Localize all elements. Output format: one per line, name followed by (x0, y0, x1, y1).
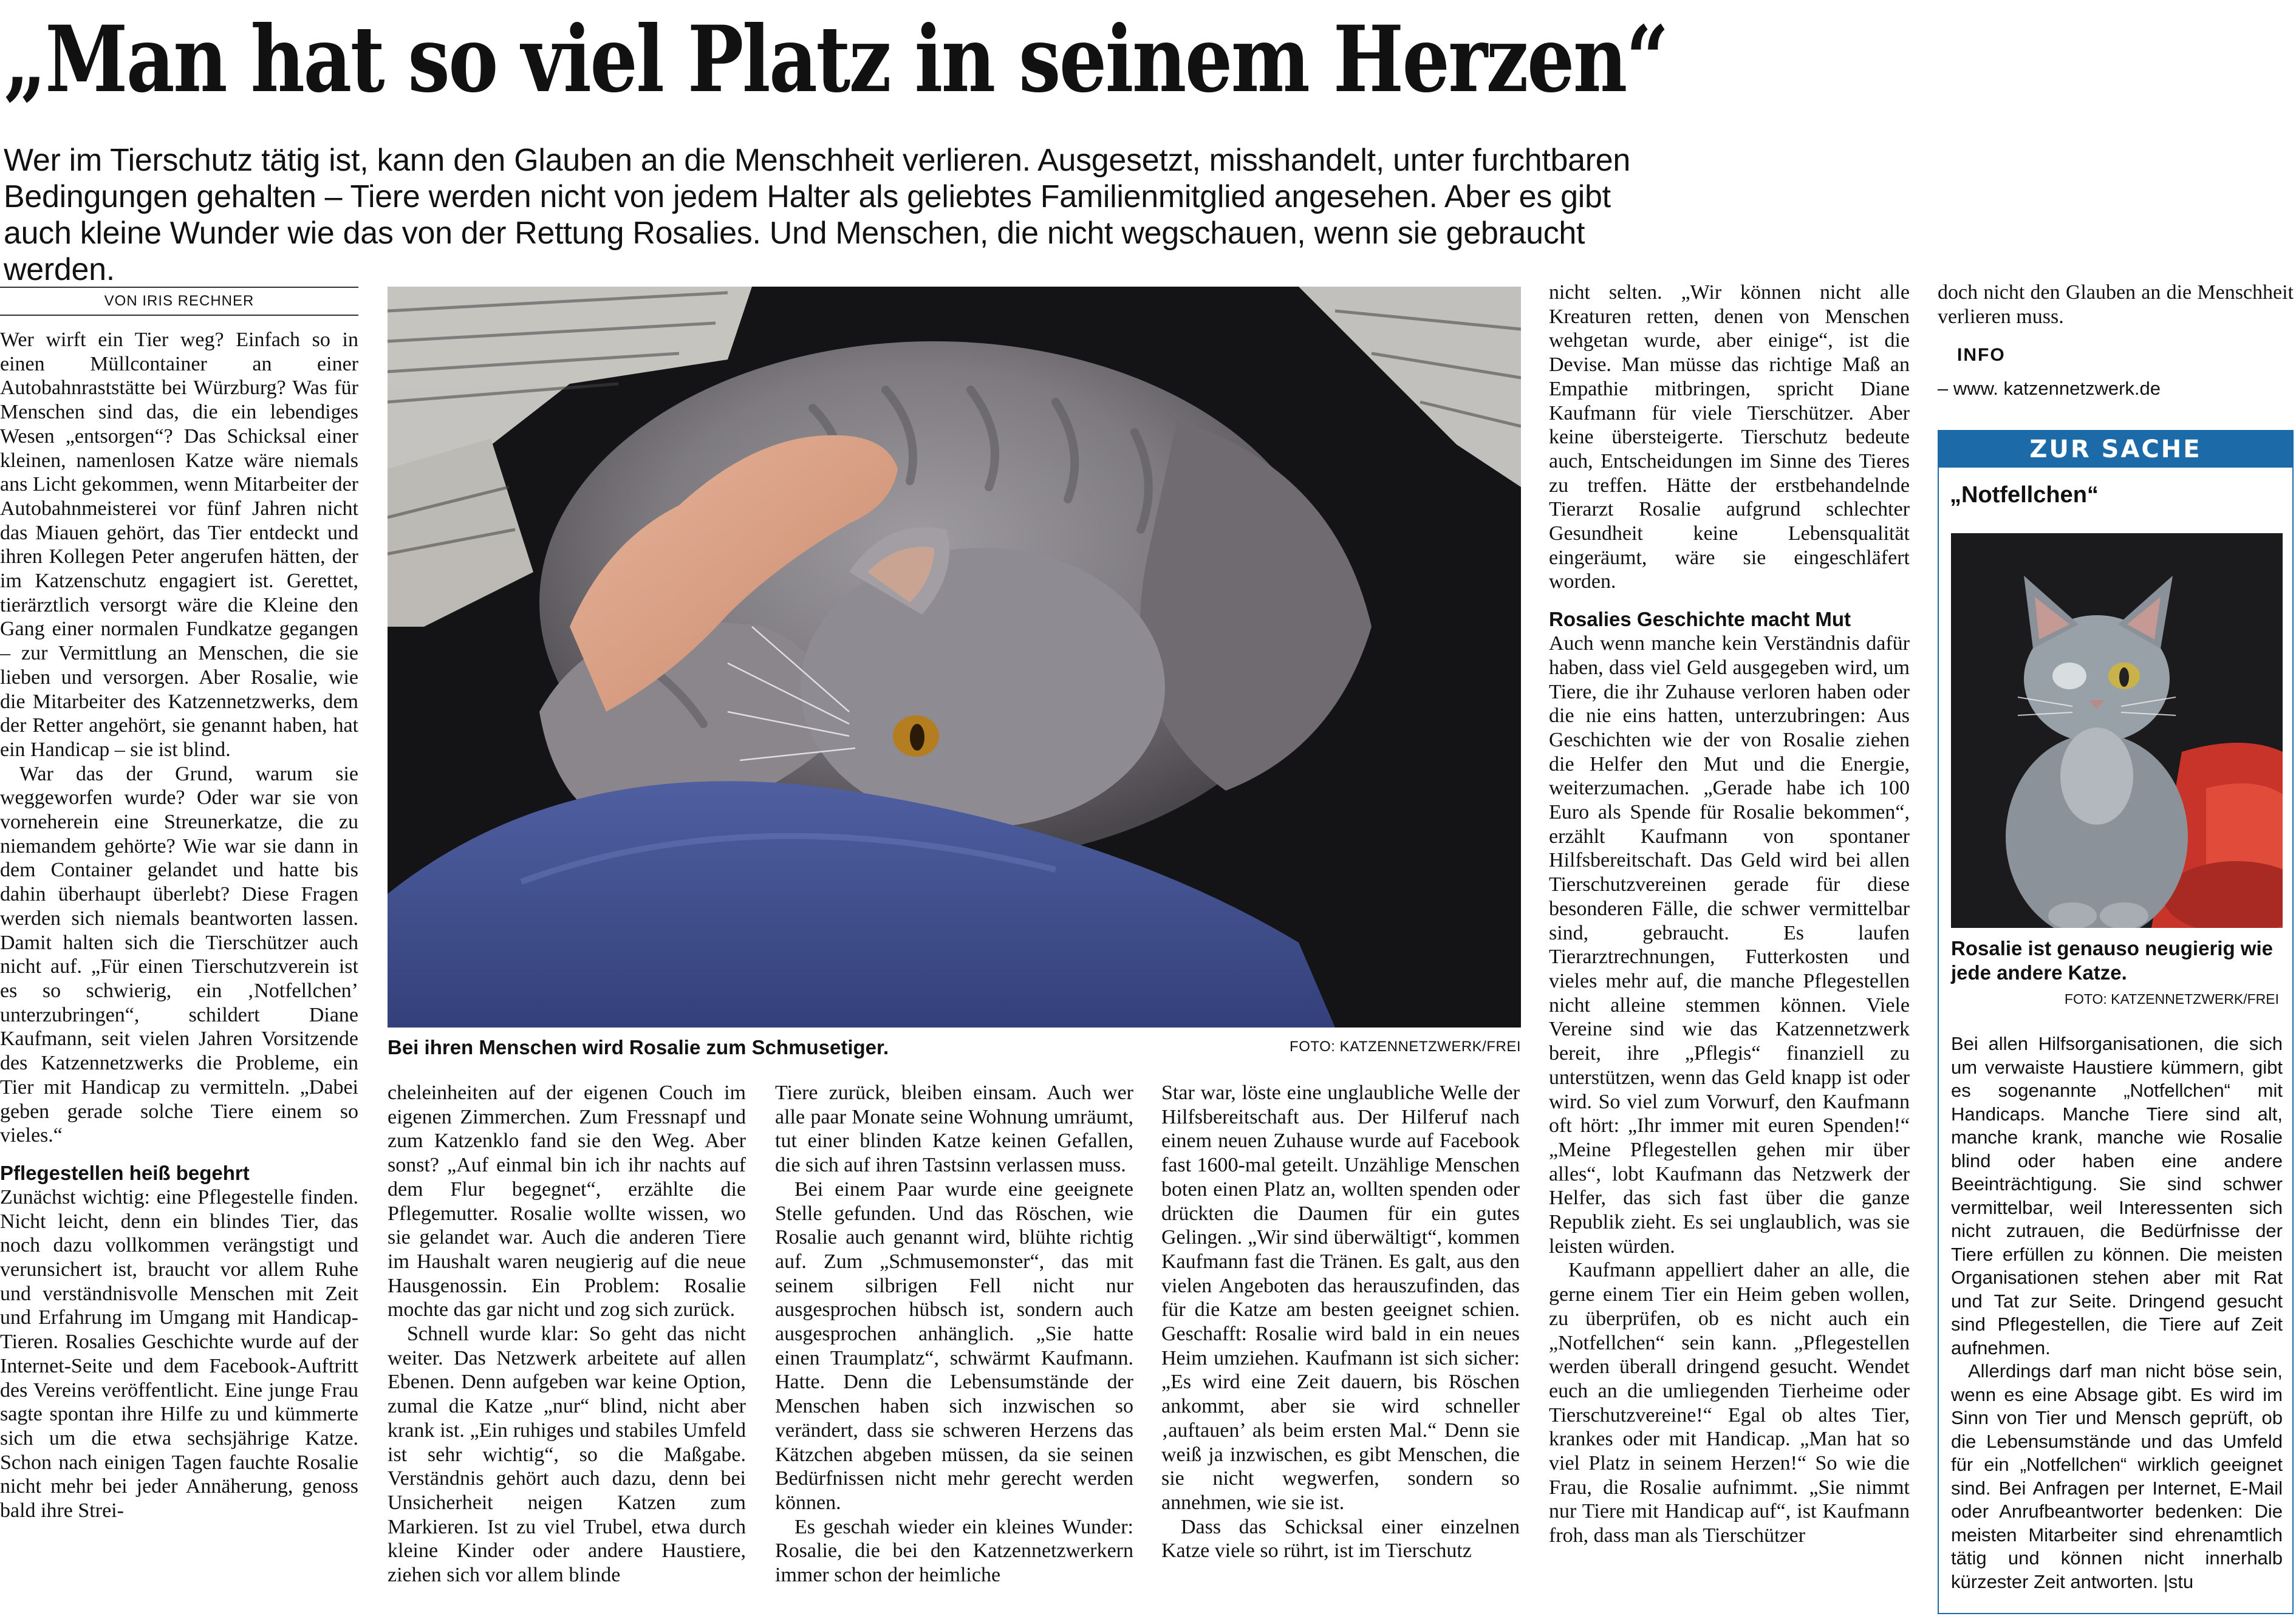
paragraph: Allerdings darf man nicht böse sein, wenn es eine Absage gibt. Es wird im Sinn von Tier und Mensch geprüft, ob die Lebensumstände und das Umfeld für ein „Notfellchen“ wirklich geeignet sind. Bei Anfragen per Internet, E-Mail oder Anrufbeantworter bedenken: Die meisten Mitarbeiter sind ehrenamtlich tätig und können nicht innerhalb kürzester Zeit antworten. |stu (1951, 1360, 2283, 1592)
sitting-cat-illustration (1951, 533, 2283, 928)
article-column-1 (0, 328, 358, 1523)
byline: VON IRIS RECHNER (0, 287, 358, 316)
paragraph: cheleinheiten auf der eigenen Couch im eigenen Zimmerchen. Zum Fressnapf und zum Katzenklo fand sie den Weg. Aber sonst? „Auf einmal bin ich ihr nachts auf dem Flur begegnet“, erzählte die Pflegemutter. Rosalie wollte wissen, wo sie gelandet war. Auch die anderen Tiere im Haushalt waren neugierig auf die neue Hausgenossin. Ein Problem: Rosalie mochte das gar nicht und zog sich zurück. (388, 1082, 746, 1321)
article-column-3 (775, 1081, 1133, 1587)
sidebar-photo-caption: Rosalie ist genauso neugierig wie jede andere Katze. (1951, 937, 2273, 984)
sidebar-subtitle: „Notfellchen“ (1950, 482, 2099, 508)
paragraph: Kaufmann appelliert daher an alle, die gerne einem Tier ein Heim geben wollen, zu überprüfen, ob es nicht auch ein „Notfellchen“ sein kann. „Pflegestellen werden überall dringend gesucht. Wendet euch an die umliegenden Tierheime oder Tierschutzvereine!“ Egal ob altes Tier, krankes oder mit Handicap. „Man hat so viel Platz in seinem Herzen!“ So wie die Frau, die Rosalie aufnimmt. „Sie nimmt nur Tiere mit Handicap auf“, ist Kaufmann froh, dass man als Tierschützer (1549, 1259, 1910, 1547)
caption-text: Bei ihren Menschen wird Rosalie zum Schmusetiger. (388, 1036, 889, 1058)
paragraph: nicht selten. „Wir können nicht alle Kreaturen retten, denen von Menschen wehgetan wurde, aber einige“, ist die Devise. Man müsse das richtige Maß an Empathie mitbringen, spricht Diane Kaufmann für viele Tierschützer. Aber keine übersteigerte. Tierschutz bedeute auch, Entscheidungen im Sinne des Tieres zu treffen. Hätte der erstbehandelnde Tierarzt Rosalie aufgrund schlechter Gesundheit keine Lebensqualität eingeräumt, wäre sie eingeschläfert worden. (1549, 281, 1910, 593)
photo-credit: FOTO: KATZENNETZWERK/FREI (1290, 1038, 1521, 1055)
paragraph: Auch wenn manche kein Verständnis dafür haben, dass viel Geld ausgegeben wird, um Tiere, die ihr Zuhause verloren haben oder die nie eins hatten, unterzubringen: Aus Geschichten wie der von Rosalie ziehen die Helfer den Mut und die Energie, weiterzumachen. „Gerade habe ich 100 Euro als Spende für Rosalie bekommen“, erzählt Kaufmann von spontaner Hilfsbereitschaft. Das Geld wird bei allen Tierschutzvereinen gerade für diese besonderen Fälle, die schwer vermittelbar sind, gebraucht. Es laufen Tierarztrechnungen, Futterkosten und vieles mehr auf, die manche Pflegestellen nicht alleine stemmen können. Viele Vereine sind wie das Katzennetzwerk bereit, ihre „Pflegis“ finanziell zu unterstützen, wenn das Geld knapp ist oder wird. So viel zum Vorwurf, den Kaufmann oft hört: „Ihr immer mit euren Spenden!“ „Meine Pflegestellen gehen mir über alles“, lobt Kaufmann das Netzwerk der Helfer, das sich fast über die ganze Republik zieht. Es sei unglaublich, was sie leisten würden. (1549, 632, 1910, 1258)
article-column-6 (1938, 281, 2294, 329)
article-column-4 (1161, 1081, 1520, 1563)
cat-photo-illustration (388, 287, 1521, 1028)
paragraph: Zunächst wichtig: eine Pflegestelle finden. Nicht leicht, denn ein blindes Tier, das noch dazu vollkommen verängstigt und verunsichert ist, braucht vor allem Ruhe und verständnisvolle Menschen mit Zeit und Erfahrung im Umgang mit Handicap-Tieren. Rosalies Geschichte wurde auf der Internet-Seite und dem Facebook-Auftritt des Vereins veröffentlicht. Eine junge Frau sagte spontan ihre Hilfe zu und kümmerte sich um die etwa sechsjährige Katze. Schon nach einigen Tagen fauchte Rosalie nicht mehr bei jeder Annäherung, genoss bald ihre Strei- (0, 1185, 358, 1522)
main-photo-cat-cuddling (388, 287, 1521, 1028)
deck-intro: Wer im Tierschutz tätig ist, kann den Glauben an die Menschheit verlieren. Ausgesetzt, misshandelt, unter furchtbaren Bedingungen gehalten – Tiere werden nicht von jedem Halter als geliebtes Familienmitglied angesehen. Aber es gibt auch kleine Wunder wie das von der Rettung Rosalies. Und Menschen, die nicht wegschauen, wenn sie gebraucht werden. (4, 143, 1631, 287)
paragraph: doch nicht den Glauben an die Menschheit verlieren muss. (1938, 281, 2294, 328)
paragraph: War das der Grund, warum sie weggeworfen wurde? Oder war sie von vorneherein eine Streunerkatze, die zu niemandem gehörte? Wie war sie dann in dem Container gelandet und hatte bis dahin überhaupt überlebt? Diese Fragen werden sich niemals beantworten lassen. Damit halten sich die Tierschützer auch nicht auf. „Für einen Tierschutzverein ist es so schwierig, ein ‚Notfellchen’ unterzubringen“, schildert Diane Kaufmann, seit vielen Jahren Vorsitzende des Katzennetzwerks die Probleme, ein Tier mit Handicap zu vermitteln. „Dabei geben gerade solche Tiere einem so vieles.“ (0, 762, 358, 1147)
headline: „Man hat so viel Platz in seinem Herzen“ (4, 6, 1668, 113)
paragraph: Wer wirft ein Tier weg? Einfach so in einen Müllcontainer an einer Autobahnraststätte bei Würzburg? Was für Menschen sind das, die ein lebendiges Wesen „entsorgen“? Das Schicksal einer kleinen, namenlosen Katze wäre niemals ans Licht gekommen, wenn Mitarbeiter der Autobahnmeisterei vor fünf Jahren nicht das Miauen gehört, das Tier entdeckt und ihren Kollegen Peter angerufen hätten, der im Katzenschutz engagiert ist. Gerettet, tierärztlich versorgt wäre die Kleine den Gang einer normalen Fundkatze gegangen – zur Vermittlung an Menschen, die sie lieben und versorgen. Aber Rosalie, wie die Mitarbeiter des Katzennetzwerks, dem der Retter angehört, sie genannt haben, hat ein Handicap – sie ist blind. (0, 329, 358, 761)
article-column-2 (388, 1081, 746, 1587)
paragraph: Bei allen Hilfsorganisationen, die sich um verwaiste Haustiere kümmern, gibt es sogenannte „Notfellchen“ mit Handicaps. Manche Tiere sind alt, manche krank, manche wie Rosalie blind oder haben eine andere Beeinträchtigung. Sie sind schwer vermittelbar, weil Interessenten sich nicht zutrauen, die Bedürfnisse der Tiere erfüllen zu können. Die meisten Organisationen stehen aber mit Rat und Tat zur Seite. Dringend gesucht sind Pflegestellen, die Tiere auf Zeit aufnehmen. (1951, 1033, 2283, 1358)
sidebar-text (1951, 1032, 2283, 1593)
paragraph: Es geschah wieder ein kleines Wunder: Rosalie, die bei den Katzennetzwerkern immer schon der heimliche (775, 1515, 1133, 1587)
sidebar-cat-photo (1951, 533, 2283, 928)
paragraph: Dass das Schicksal einer einzelnen Katze viele so rührt, ist im Tierschutz (1161, 1515, 1520, 1563)
sidebar-photo-credit: FOTO: KATZENNETZWERK/FREI (2064, 991, 2279, 1007)
subheading: Pflegestellen heiß begehrt (0, 1161, 250, 1184)
subheading: Rosalies Geschichte macht Mut (1549, 608, 1851, 631)
sidebar-zur-sache (1938, 430, 2294, 1614)
paragraph: Tiere zurück, bleiben einsam. Auch wer alle paar Monate seine Wohnung umräumt, tut einer blinden Katze keinen Gefallen, die sich auf ihren Tastsinn verlassen muss. (775, 1082, 1133, 1177)
paragraph: Star war, löste eine unglaubliche Welle der Hilfsbereitschaft aus. Der Hilferuf nach einem neuen Zuhause wurde auf Facebook fast 1600-mal geteilt. Unzählige Menschen boten einen Platz an, wollten spenden oder drückten die Daumen für ein gutes Gelingen. „Wir sind überwältigt“, kommen Kaufmann fast die Tränen. Es galt, aus den vielen Angeboten das herauszufinden, das für die Katze am besten geeignet schien. Geschafft: Rosalie wird bald in ein neues Heim umziehen. Kaufmann ist sich sicher: „Es wird eine Zeit dauern, bis Röschen ankommt, aber sie wird schneller ‚auftauen’ als beim ersten Mal.“ Denn sie weiß ja inzwischen, es gibt Menschen, die sie nicht wegwerfen, sondern so annehmen, wie sie ist. (1161, 1082, 1520, 1514)
info-heading: INFO (1957, 345, 2006, 365)
info-link[interactable]: – www. katzennetzwerk.de (1938, 378, 2161, 399)
paragraph: Schnell wurde klar: So geht das nicht weiter. Das Netzwerk arbeitete auf allen Ebenen. Denn aufgeben war keine Option, zumal die Katze „nur“ blind, nicht aber krank ist. „Ein ruhiges und stabiles Umfeld ist sehr wichtig“, so die Maßgabe. Verständnis gehört auch dazu, denn bei Unsicherheit neigen Katzen zum Markieren. Ist zu viel Trubel, etwa durch kleine Kinder oder andere Haustiere, ziehen sich vor allem blinde (388, 1323, 746, 1587)
sidebar-title: ZUR SACHE (1939, 431, 2292, 468)
main-photo-caption (388, 1036, 1521, 1059)
article-column-5 (1549, 281, 1910, 1548)
paragraph: Bei einem Paar wurde eine geeignete Stelle gefunden. Und das Röschen, wie Rosalie auch genannt wird, blühte richtig auf. Zum „Schmusemonster“, das mit seinem silbrigen Fell nicht nur ausgesprochen hübsch ist, sondern auch ausgesprochen anhänglich. „Sie hatte einen Traumplatz“, schwärmt Kaufmann. Hatte. Denn die Lebensumstände der Menschen haben sich inzwischen so verändert, dass sie schweren Herzens das Kätzchen abgeben müssen, da sie seinen Bedürfnissen nicht mehr gerecht werden können. (775, 1178, 1133, 1514)
